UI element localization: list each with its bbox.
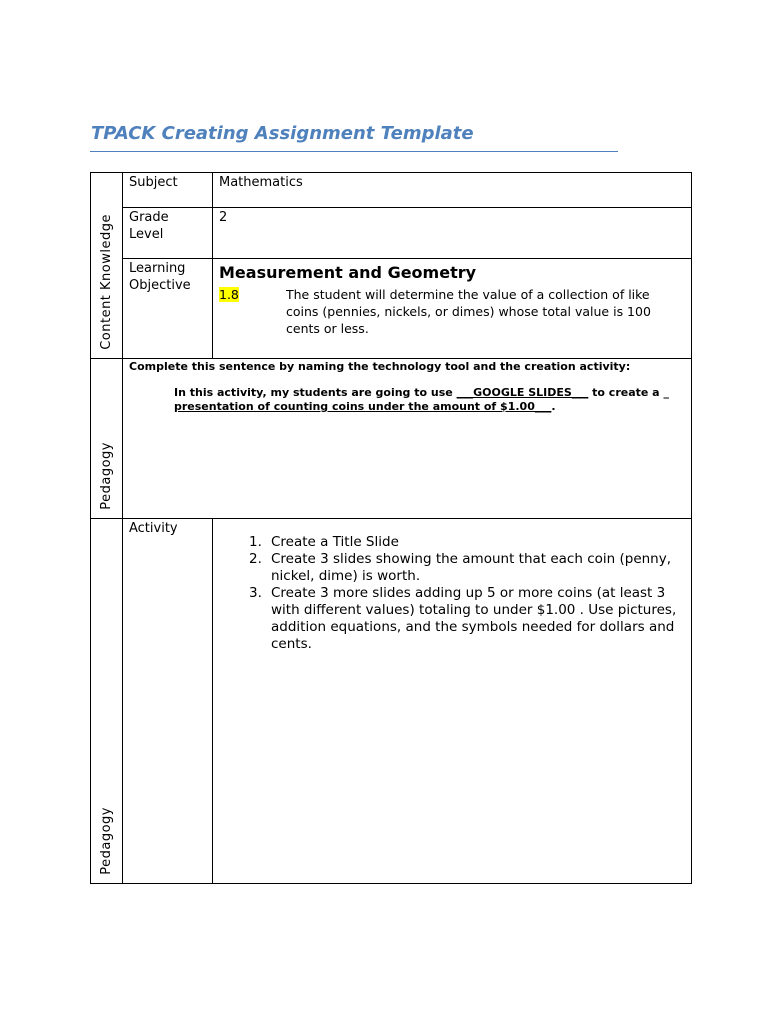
objective-heading: Measurement and Geometry — [219, 263, 477, 282]
pedagogy-side-label-1: Pedagogy — [99, 442, 114, 510]
activity-step — [249, 585, 691, 653]
grade-label-line2: Level — [129, 227, 164, 242]
pedagogy-sentence-cell — [123, 359, 692, 519]
tpack-table — [90, 172, 692, 884]
activity-label-cell — [123, 519, 213, 884]
activity-label: Activity — [129, 521, 178, 536]
objective-label-line1: Learning — [129, 261, 186, 276]
objective-standard — [219, 286, 691, 337]
document-title: TPACK Creating Assignment Template — [91, 123, 474, 144]
objective-text: The student will determine the value of a collection of like coins (pennies, nickels, or dimes) whose total value is 100 cents or less. — [286, 287, 651, 336]
objective-label-cell — [123, 259, 213, 359]
activity-blank: presentation of counting coins under the amount of $1.00___ — [174, 400, 552, 413]
activity-step — [249, 534, 691, 551]
step-number: 2. — [249, 551, 262, 567]
subject-label: Subject — [129, 175, 178, 190]
sentence-middle: to create a — [592, 386, 660, 399]
activity-step — [249, 551, 691, 585]
pedagogy-side-cell-2 — [91, 519, 123, 884]
content-knowledge-side-label: Content Knowledge — [99, 214, 114, 350]
objective-value-cell — [213, 259, 692, 359]
step-number: 1. — [249, 534, 262, 550]
subject-value-cell — [213, 173, 692, 208]
activity-steps — [219, 534, 691, 653]
activity-row — [91, 519, 692, 884]
title-underline — [90, 151, 618, 152]
grade-label-cell — [123, 208, 213, 259]
grade-value-cell — [213, 208, 692, 259]
step-text: Create 3 more slides adding up 5 or more coins (at least 3 with different values) totaling to under $1.00 . Use pictures, addition equations, and the symbols needed for dollars and cents. — [271, 585, 677, 652]
pedagogy-side-cell-1 — [91, 359, 123, 519]
objective-code: 1.8 — [219, 287, 239, 302]
grade-row — [91, 208, 692, 259]
pedagogy-side-label-2: Pedagogy — [99, 807, 114, 875]
grade-label-line1: Grade — [129, 210, 169, 225]
activity-steps-cell — [213, 519, 692, 884]
objective-code-cell — [219, 286, 286, 337]
objective-row — [91, 259, 692, 359]
pedagogy-instruction: Complete this sentence by naming the technology tool and the creation activity: — [129, 360, 631, 373]
trailing-blank: _ — [663, 386, 669, 399]
pedagogy-sentence — [174, 386, 691, 414]
content-knowledge-side-cell — [91, 173, 123, 359]
grade-value: 2 — [219, 210, 228, 225]
objective-label-line2: Objective — [129, 278, 191, 293]
pedagogy-sentence-row — [91, 359, 692, 519]
sentence-prefix: In this activity, my students are going to use — [174, 386, 453, 399]
step-text: Create 3 slides showing the amount that each coin (penny, nickel, dime) is worth. — [271, 551, 672, 584]
subject-label-cell — [123, 173, 213, 208]
step-text: Create a Title Slide — [271, 534, 399, 550]
subject-row — [91, 173, 692, 208]
tool-blank: ___GOOGLE SLIDES___ — [456, 386, 589, 399]
step-number: 3. — [249, 585, 262, 601]
subject-value: Mathematics — [219, 175, 303, 190]
sentence-end: . — [551, 400, 556, 413]
